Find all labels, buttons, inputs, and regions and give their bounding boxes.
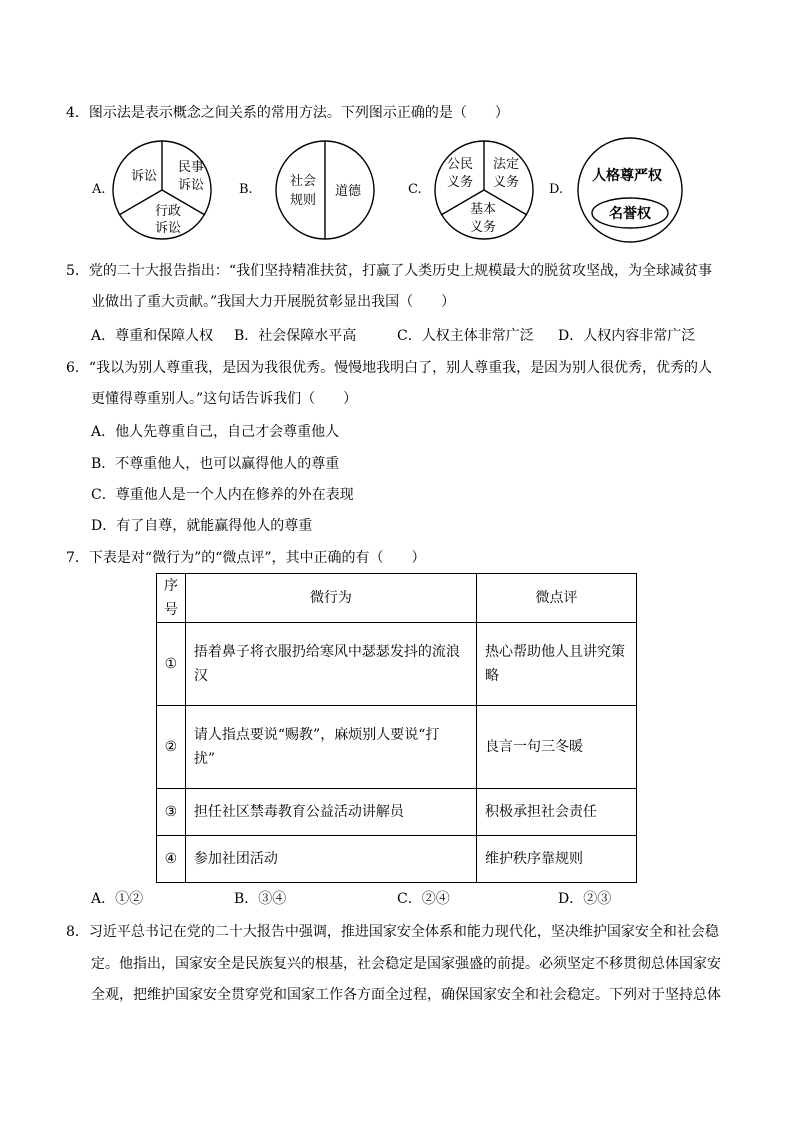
- row-act: 担任社区禁毒教育公益活动讲解员: [185, 789, 476, 836]
- diagram-d-inner: 名誉权: [609, 206, 651, 222]
- row-comment: 维护秩序靠规则: [476, 836, 636, 883]
- table-row: [157, 789, 637, 836]
- row-comment: 热心帮助他人且讲究策 略: [476, 623, 636, 706]
- table-row: [157, 836, 637, 883]
- header-no: 序号: [157, 574, 186, 623]
- q5-stem-line1: 5．党的二十大报告指出：“我们坚持精准扶贫，打赢了人类历史上规模最大的脱贫攻坚战，为全球减贫事: [66, 263, 713, 279]
- q4-stem: 4．图示法是表示概念之间关系的常用方法。下列图示正确的是（ ）: [66, 105, 509, 121]
- diagram-a-top-left: 诉讼: [131, 169, 158, 184]
- diagram-c-bottom-2: 义务: [470, 220, 497, 235]
- q5-option-b: B．社会保障水平高: [234, 328, 357, 344]
- q5-option-d: D．人权内容非常广泛: [558, 328, 696, 344]
- diagram-b: [276, 141, 374, 239]
- diagram-d-outer: 人格尊严权: [592, 168, 662, 184]
- q6-stem-line2: 更懂得尊重别人。”这句话告诉我们（ ）: [91, 391, 358, 407]
- q5-option-a: A．尊重和保障人权: [91, 328, 214, 344]
- row-comment: 良言一句三冬暖: [476, 706, 636, 789]
- q7-option-d: D．②③: [558, 891, 612, 907]
- header-comment: 微点评: [476, 574, 636, 623]
- q4-option-b-label: B.: [239, 182, 253, 197]
- table-row: [157, 623, 637, 706]
- diagram-c-bottom-1: 基本: [470, 202, 497, 217]
- row-act: 捂着鼻子将衣服扔给寒风中瑟瑟发抖的流浪 汉: [185, 623, 476, 706]
- q8-line1: 8．习近平总书记在党的二十大报告中强调，推进国家安全体系和能力现代化，坚决维护国家安全和社会稳: [66, 924, 719, 940]
- q7-stem: 7．下表是对“微行为”的“微点评”，其中正确的有（ ）: [66, 550, 426, 566]
- q6-stem-line1: 6．“我以为别人尊重我，是因为我很优秀。慢慢地我明白了，别人尊重我，是因为别人很优秀，优秀的人: [66, 360, 713, 376]
- diagram-c-top-left-2: 义务: [447, 175, 474, 190]
- diagram-a: [113, 141, 211, 239]
- diagram-d: [578, 138, 682, 242]
- row-no: ②: [157, 706, 186, 789]
- diagram-a-top-right-2: 诉讼: [178, 178, 205, 193]
- q7-option-c: C．②④: [397, 891, 450, 907]
- row-act: 请人指点要说“赐教”，麻烦别人要说“打 扰”: [185, 706, 476, 789]
- q5-option-c: C．人权主体非常广泛: [397, 328, 534, 344]
- q7-option-a: A．①②: [91, 891, 144, 907]
- diagram-c-top-right-2: 义务: [493, 175, 520, 190]
- row-comment: 积极承担社会责任: [476, 789, 636, 836]
- q6-option-c: C．尊重他人是一个人内在修养的外在表现: [91, 487, 354, 503]
- q7-option-b: B．③④: [234, 891, 287, 907]
- diagram-b-left-1: 社会: [290, 174, 317, 189]
- table-row: [157, 706, 637, 789]
- row-no: ④: [157, 836, 186, 883]
- diagram-a-bottom-1: 行政: [155, 204, 182, 219]
- q4-option-c-label: C.: [408, 182, 422, 197]
- q5-stem-line2: 业做出了重大贡献。”我国大力开展脱贫彰显出我国（ ）: [91, 294, 456, 310]
- table-header-row: [157, 574, 637, 623]
- q8-line2: 定。他指出，国家安全是民族复兴的根基，社会稳定是国家强盛的前提。必须坚定不移贯彻总体国家安: [91, 956, 721, 972]
- row-no: ①: [157, 623, 186, 706]
- header-act: 微行为: [185, 574, 476, 623]
- q6-option-b: B．不尊重他人，也可以赢得他人的尊重: [91, 456, 340, 472]
- q4-option-a-label: A.: [92, 182, 106, 197]
- diagram-a-top-right-1: 民事: [178, 160, 205, 175]
- diagram-c-top-right-1: 法定: [493, 157, 520, 172]
- q6-option-d: D．有了自尊，就能赢得他人的尊重: [91, 518, 313, 534]
- row-no: ③: [157, 789, 186, 836]
- q6-option-a: A．他人先尊重自己，自己才会尊重他人: [91, 424, 340, 440]
- diagram-b-right: 道德: [335, 184, 362, 199]
- q7-table: [156, 573, 637, 883]
- diagram-a-bottom-2: 诉讼: [155, 221, 182, 236]
- diagram-b-left-2: 规则: [290, 193, 317, 208]
- diagram-c-top-left-1: 公民: [447, 157, 474, 172]
- row-act: 参加社团活动: [185, 836, 476, 883]
- q4-diagram-svg: [0, 135, 794, 250]
- q8-line3: 全观，把维护国家安全贯穿党和国家工作各方面全过程，确保国家安全和社会稳定。下列对于坚持总体: [91, 987, 721, 1003]
- q4-diagrams: [0, 135, 794, 250]
- q4-option-d-label: D.: [549, 182, 564, 197]
- diagram-c: [435, 141, 533, 239]
